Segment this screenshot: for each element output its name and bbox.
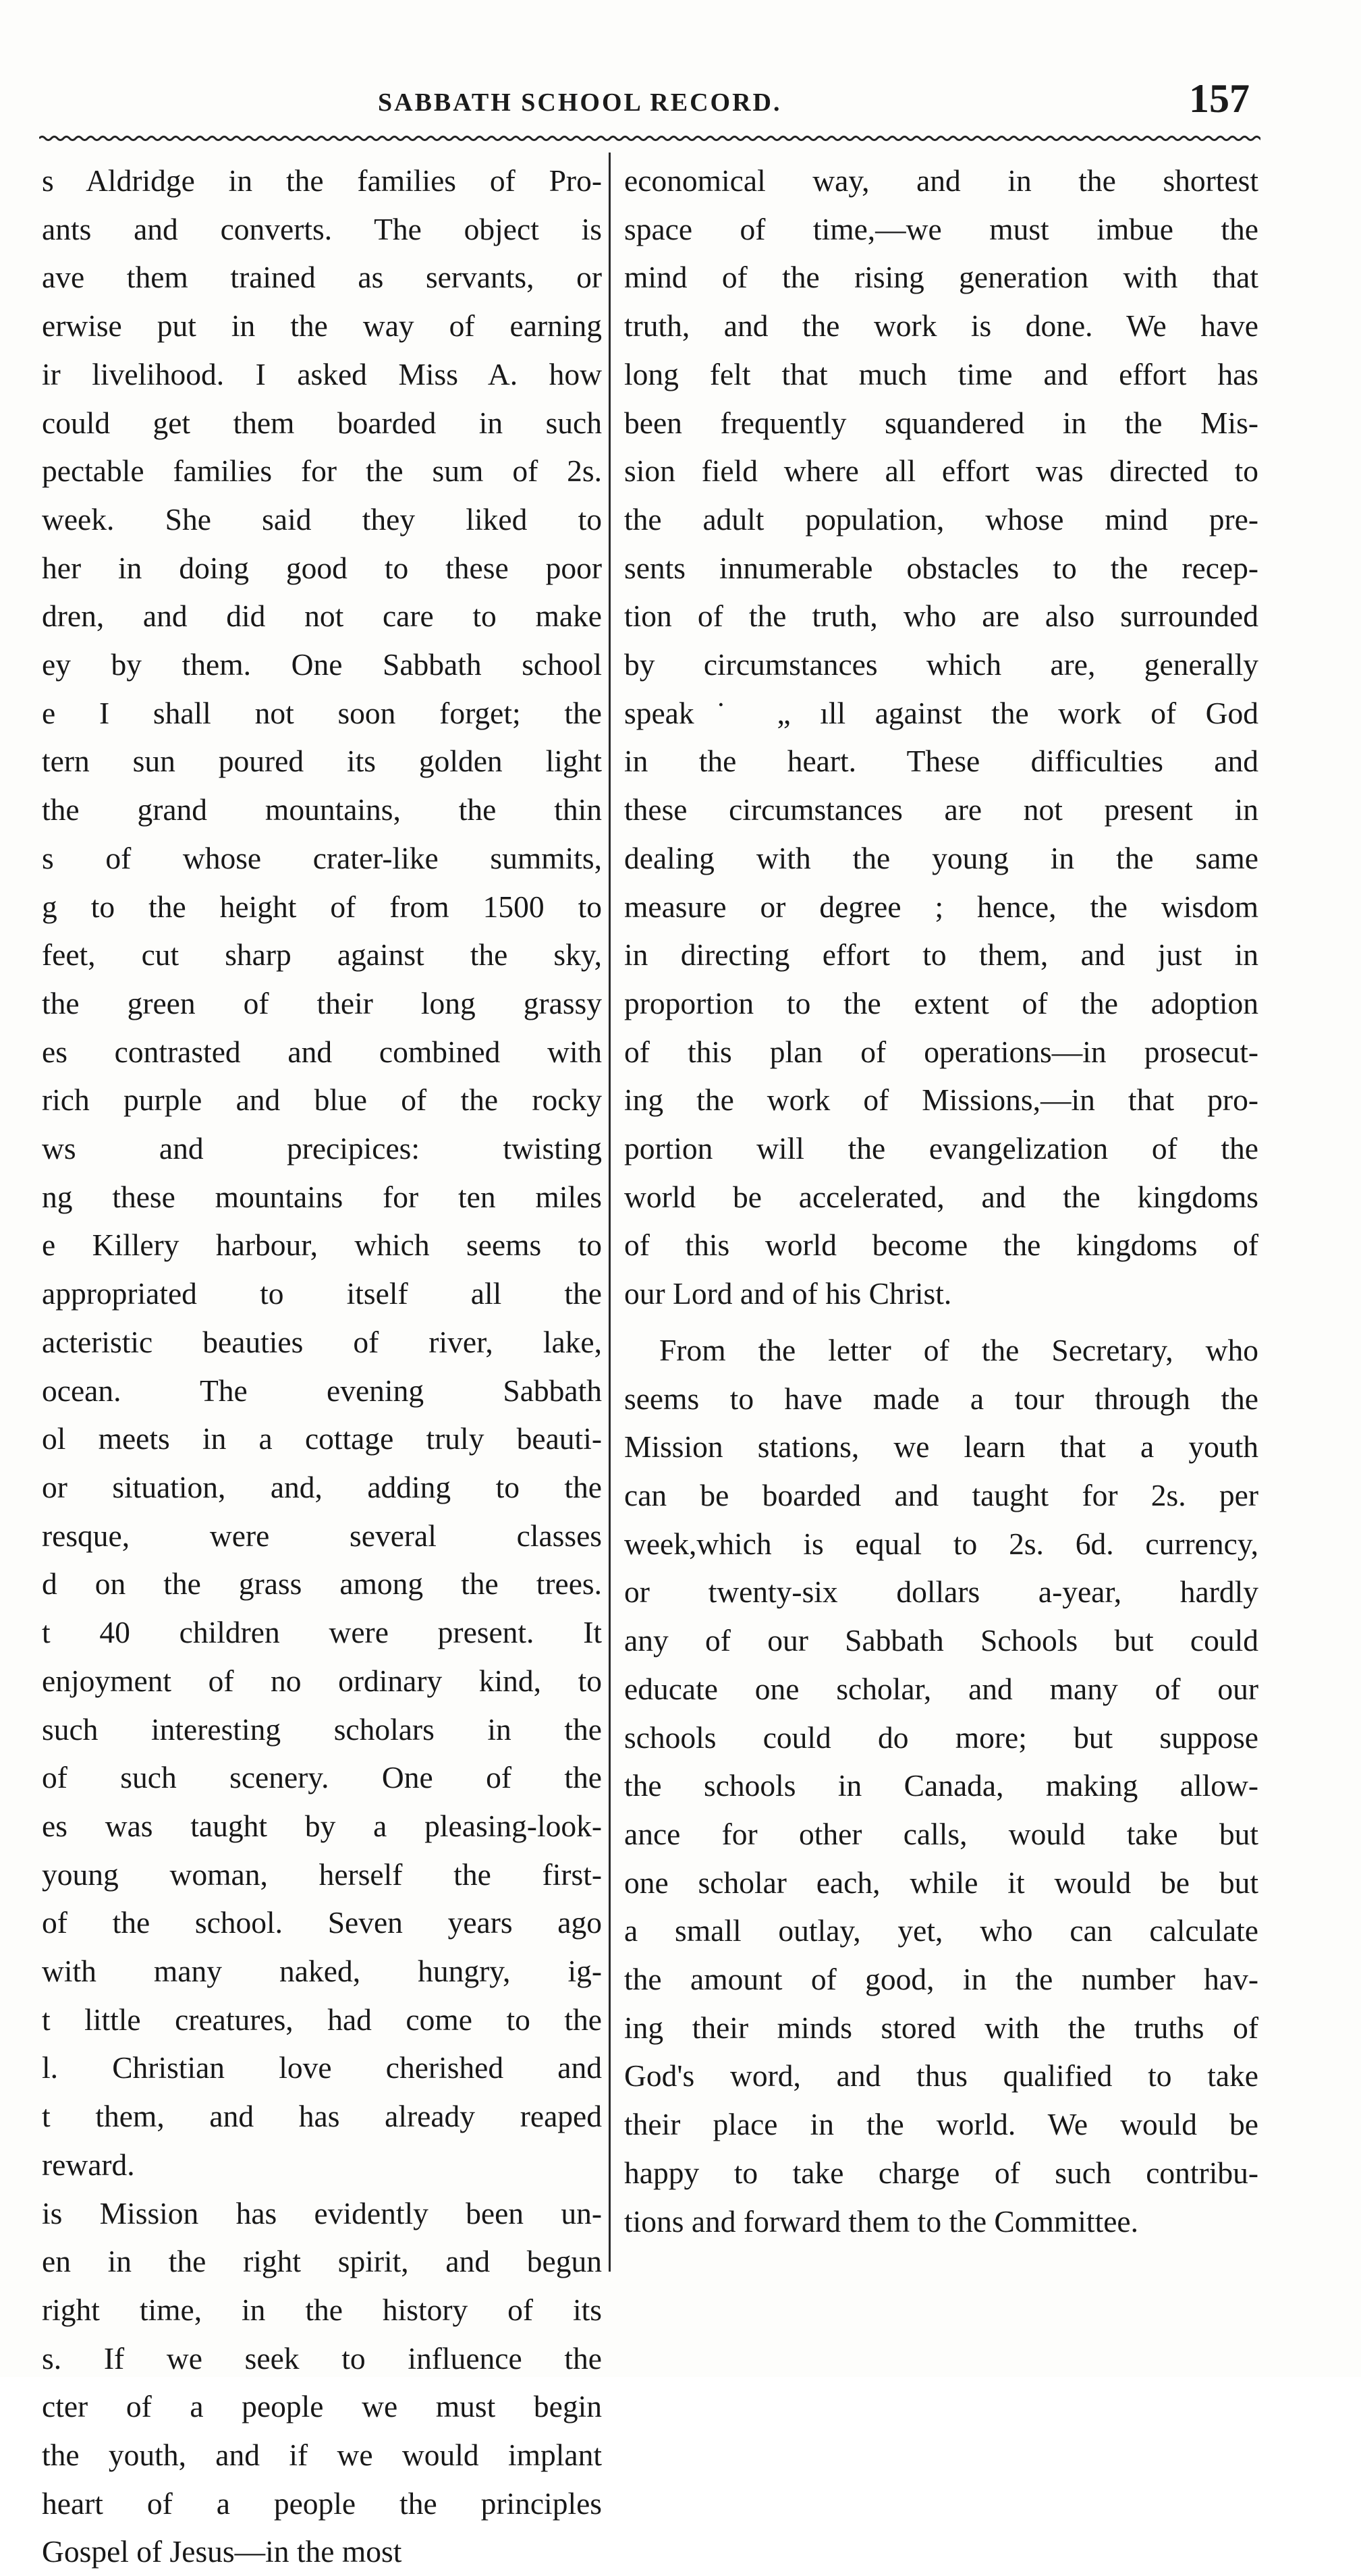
text-line: rich purple and blue of the rocky bbox=[42, 1083, 602, 1118]
text-line: Gospel of Jesus—in the most bbox=[42, 2534, 402, 2569]
text-line: world be accelerated, and the kingdoms bbox=[624, 1179, 1258, 1214]
text-line: acteristic beauties of river, lake, bbox=[42, 1324, 602, 1359]
text-line: feet, cut sharp against the sky, bbox=[42, 937, 602, 972]
text-line: speak˙ „ ıll against the work of God bbox=[624, 695, 1258, 730]
text-line: d on the grass among the trees. bbox=[42, 1566, 602, 1601]
text-line: schools could do more; but suppose bbox=[624, 1720, 1258, 1755]
text-line: tern sun poured its golden light bbox=[42, 744, 602, 779]
text-line: dealing with the young in the same bbox=[624, 840, 1258, 875]
text-line: erwise put in the way of earning bbox=[42, 308, 602, 344]
text-line: heart of a people the principles bbox=[42, 2486, 602, 2521]
right-column bbox=[624, 157, 1258, 2245]
text-line: in directing effort to them, and just in bbox=[624, 937, 1258, 972]
text-line: of such scenery. One of the bbox=[42, 1760, 602, 1795]
text-line: of this plan of operations—in prosecut- bbox=[624, 1034, 1258, 1069]
text-line: these circumstances are not present in bbox=[624, 792, 1258, 827]
text-line: is Mission has evidently been un- bbox=[42, 2195, 602, 2230]
text-line: or twenty-six dollars a-year, hardly bbox=[624, 1574, 1258, 1610]
text-line: ocean. The evening Sabbath bbox=[42, 1373, 602, 1408]
text-line: one scholar each, while it would be but bbox=[624, 1865, 1258, 1900]
text-line: ants and converts. The object is bbox=[42, 211, 602, 246]
text-line: the schools in Canada, making allow- bbox=[624, 1768, 1258, 1803]
text-line: any of our Sabbath Schools but could bbox=[624, 1623, 1258, 1658]
text-line: a small outlay, yet, who can calculate bbox=[624, 1913, 1258, 1948]
text-line: the green of their long grassy bbox=[42, 985, 602, 1020]
text-line: with many naked, hungry, ig- bbox=[42, 1954, 602, 1989]
text-line: sion field where all effort was directed to bbox=[624, 454, 1258, 489]
text-line: Mission stations, we learn that a youth bbox=[624, 1429, 1258, 1464]
text-line: been frequently squandered in the Mis- bbox=[624, 405, 1258, 440]
text-line: en in the right spirit, and begun bbox=[42, 2244, 602, 2279]
text-line: e I shall not soon forget; the bbox=[42, 695, 602, 730]
text-line: happy to take charge of such contribu- bbox=[624, 2155, 1258, 2190]
text-line: ance for other calls, would take but bbox=[624, 1816, 1258, 1851]
text-line: es was taught by a pleasing-look- bbox=[42, 1808, 602, 1843]
text-line: s Aldridge in the families of Pro- bbox=[42, 163, 602, 198]
text-line: tions and forward them to the Committee. bbox=[624, 2203, 1138, 2239]
text-line: space of time,—we must imbue the bbox=[624, 211, 1258, 246]
text-line: the grand mountains, the thin bbox=[42, 792, 602, 827]
text-line: t little creatures, had come to the bbox=[42, 2002, 602, 2037]
text-line: truth, and the work is done. We have bbox=[624, 308, 1258, 344]
text-line: t them, and has already reaped bbox=[42, 2099, 602, 2134]
text-line: ir livelihood. I asked Miss A. how bbox=[42, 356, 602, 391]
text-line: ing the work of Missions,—in that pro- bbox=[624, 1083, 1258, 1118]
text-line: week. She said they liked to bbox=[42, 501, 602, 537]
text-line: long felt that much time and effort has bbox=[624, 356, 1258, 391]
text-line: reward. bbox=[42, 2147, 135, 2182]
text-line: ng these mountains for ten miles bbox=[42, 1179, 602, 1214]
text-line: ws and precipices: twisting bbox=[42, 1131, 602, 1166]
text-line: their place in the world. We would be bbox=[624, 2107, 1258, 2142]
text-line: pectable families for the sum of 2s. bbox=[42, 454, 602, 489]
text-line: of the school. Seven years ago bbox=[42, 1905, 602, 1940]
text-line: proportion to the extent of the adoption bbox=[624, 985, 1258, 1020]
text-line: young woman, herself the first- bbox=[42, 1857, 602, 1892]
paragraph-gap bbox=[624, 1318, 1258, 1326]
text-line: e Killery harbour, which seems to bbox=[42, 1228, 602, 1263]
text-line: measure or degree ; hence, the wisdom bbox=[624, 889, 1258, 924]
text-line: seems to have made a tour through the bbox=[624, 1381, 1258, 1416]
text-line: enjoyment of no ordinary kind, to bbox=[42, 1663, 602, 1698]
text-line: week,which is equal to 2s. 6d. currency, bbox=[624, 1526, 1258, 1561]
text-line: the adult population, whose mind pre- bbox=[624, 501, 1258, 537]
text-line: economical way, and in the shortest bbox=[624, 163, 1258, 198]
text-line: dren, and did not care to make bbox=[42, 599, 602, 634]
text-line: appropriated to itself all the bbox=[42, 1276, 602, 1311]
text-line: ol meets in a cottage truly beauti- bbox=[42, 1421, 602, 1456]
text-line: sents innumerable obstacles to the recep- bbox=[624, 550, 1258, 585]
text-line: ave them trained as servants, or bbox=[42, 260, 602, 295]
text-line: or situation, and, adding to the bbox=[42, 1469, 602, 1504]
text-line: g to the height of from 1500 to bbox=[42, 889, 602, 924]
text-line: can be boarded and taught for 2s. per bbox=[624, 1477, 1258, 1512]
text-line: cter of a people we must begin bbox=[42, 2389, 602, 2424]
text-line: her in doing good to these poor bbox=[42, 550, 602, 585]
text-line: the amount of good, in the number hav- bbox=[624, 1962, 1258, 1997]
text-line: portion will the evangelization of the bbox=[624, 1131, 1258, 1166]
page-number: 157 bbox=[1189, 76, 1250, 121]
wavy-rule-divider bbox=[39, 130, 1260, 146]
running-head: SABBATH SCHOOL RECORD. bbox=[378, 88, 782, 117]
column-divider bbox=[609, 153, 611, 2272]
text-line: ey by them. One Sabbath school bbox=[42, 647, 602, 682]
text-line: resque, were several classes bbox=[42, 1518, 602, 1553]
left-column bbox=[42, 157, 602, 2576]
text-line: educate one scholar, and many of our bbox=[624, 1671, 1258, 1706]
text-line: could get them boarded in such bbox=[42, 405, 602, 440]
text-line: our Lord and of his Christ. bbox=[624, 1276, 952, 1311]
text-line: mind of the rising generation with that bbox=[624, 260, 1258, 295]
text-line: God's word, and thus qualified to take bbox=[624, 2058, 1258, 2093]
text-line: tion of the truth, who are also surrounded bbox=[624, 599, 1258, 634]
text-line: of this world become the kingdoms of bbox=[624, 1228, 1258, 1263]
text-line: t 40 children were present. It bbox=[42, 1615, 602, 1650]
text-line: l. Christian love cherished and bbox=[42, 2050, 602, 2085]
text-line: the youth, and if we would implant bbox=[42, 2438, 602, 2473]
text-line: ing their minds stored with the truths of bbox=[624, 2010, 1258, 2045]
text-line: s. If we seek to influence the bbox=[42, 2340, 602, 2376]
text-line: s of whose crater-like summits, bbox=[42, 840, 602, 875]
text-line: in the heart. These difficulties and bbox=[624, 744, 1258, 779]
text-line: right time, in the history of its bbox=[42, 2292, 602, 2327]
text-line: by circumstances which are, generally bbox=[624, 647, 1258, 682]
text-line: such interesting scholars in the bbox=[42, 1711, 602, 1747]
text-line: es contrasted and combined with bbox=[42, 1034, 602, 1069]
text-line: From the letter of the Secretary, who bbox=[659, 1332, 1258, 1367]
